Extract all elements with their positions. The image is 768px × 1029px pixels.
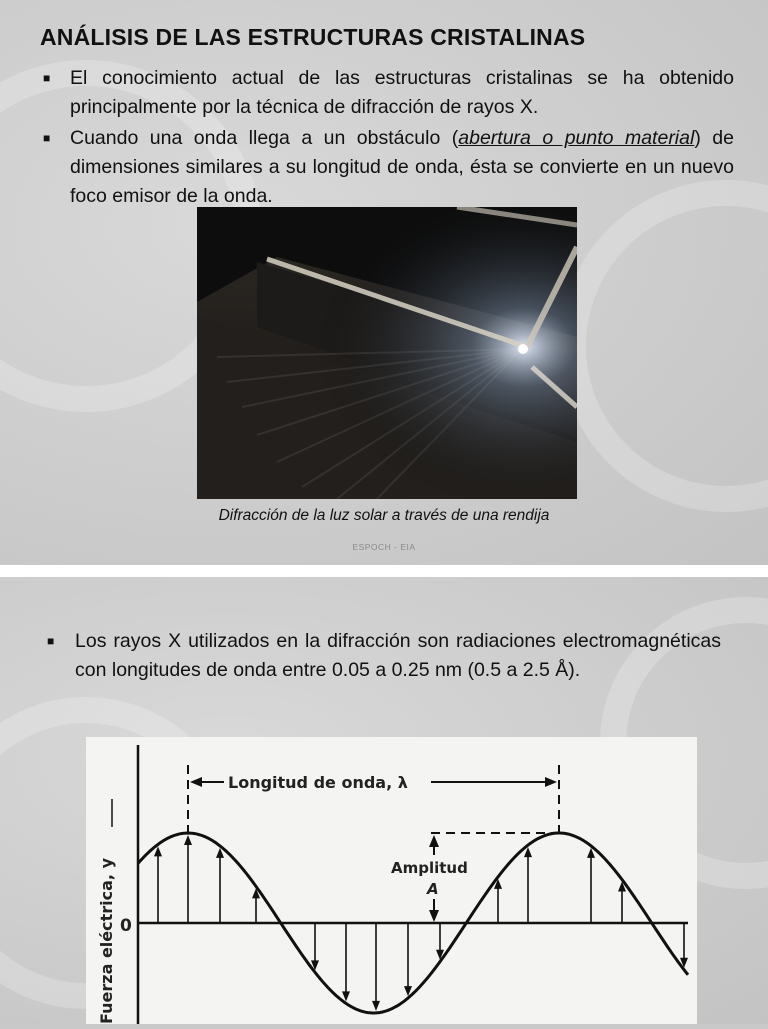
wavelength-label: Longitud de onda, λ: [228, 773, 408, 792]
bullet-xray-knowledge: [43, 64, 734, 122]
bullet-text: Los rayos X utilizados en la difracción son radiaciones electromagnéticas con longitudes de onda entre 0.05 a 0.25 nm (0.5 a 2.5 Å).: [75, 630, 721, 681]
image-caption: Difracción de la luz solar a través de una rendija: [218, 507, 550, 524]
bullet-text: El conocimiento actual de las estructuras cristalinas se ha obtenido principalmente por la técnica de difracción de rayos X.: [70, 67, 734, 118]
bullet-emphasis: abertura o punto material: [458, 127, 695, 149]
slide-title: ANÁLISIS DE LAS ESTRUCTURAS CRISTALINAS: [40, 24, 586, 50]
electromagnetic-wave-diagram: [86, 737, 697, 1024]
zero-label: 0: [120, 916, 132, 936]
sunlight-diffraction-photo: [197, 207, 577, 499]
bullet-xray-wavelengths: [47, 627, 721, 685]
slide-footer: ESPOCH - EIA: [352, 542, 416, 552]
bullet-text-before: Cuando una onda llega a un obstáculo (: [70, 127, 459, 149]
background-gear-decoration: [560, 180, 768, 512]
field-vector-arrowhead: [372, 1001, 380, 1011]
y-axis-label: Fuerza eléctrica, y: [97, 858, 116, 1024]
bullet-text-after: ) de dimensiones similares a su longitud de onda, ésta se convierte en un nuevo foco emisor de la onda.: [70, 127, 734, 207]
bullet-square-icon: ■: [43, 71, 51, 85]
bullet-square-icon: ■: [43, 131, 51, 145]
field-vector-arrowhead: [184, 835, 192, 845]
slide-separator: [0, 565, 768, 577]
bullet-wave-obstacle: [43, 124, 734, 211]
bullet-square-icon: ■: [47, 634, 55, 648]
amplitude-label: Amplitud: [391, 859, 468, 877]
amplitude-symbol: A: [427, 880, 439, 898]
